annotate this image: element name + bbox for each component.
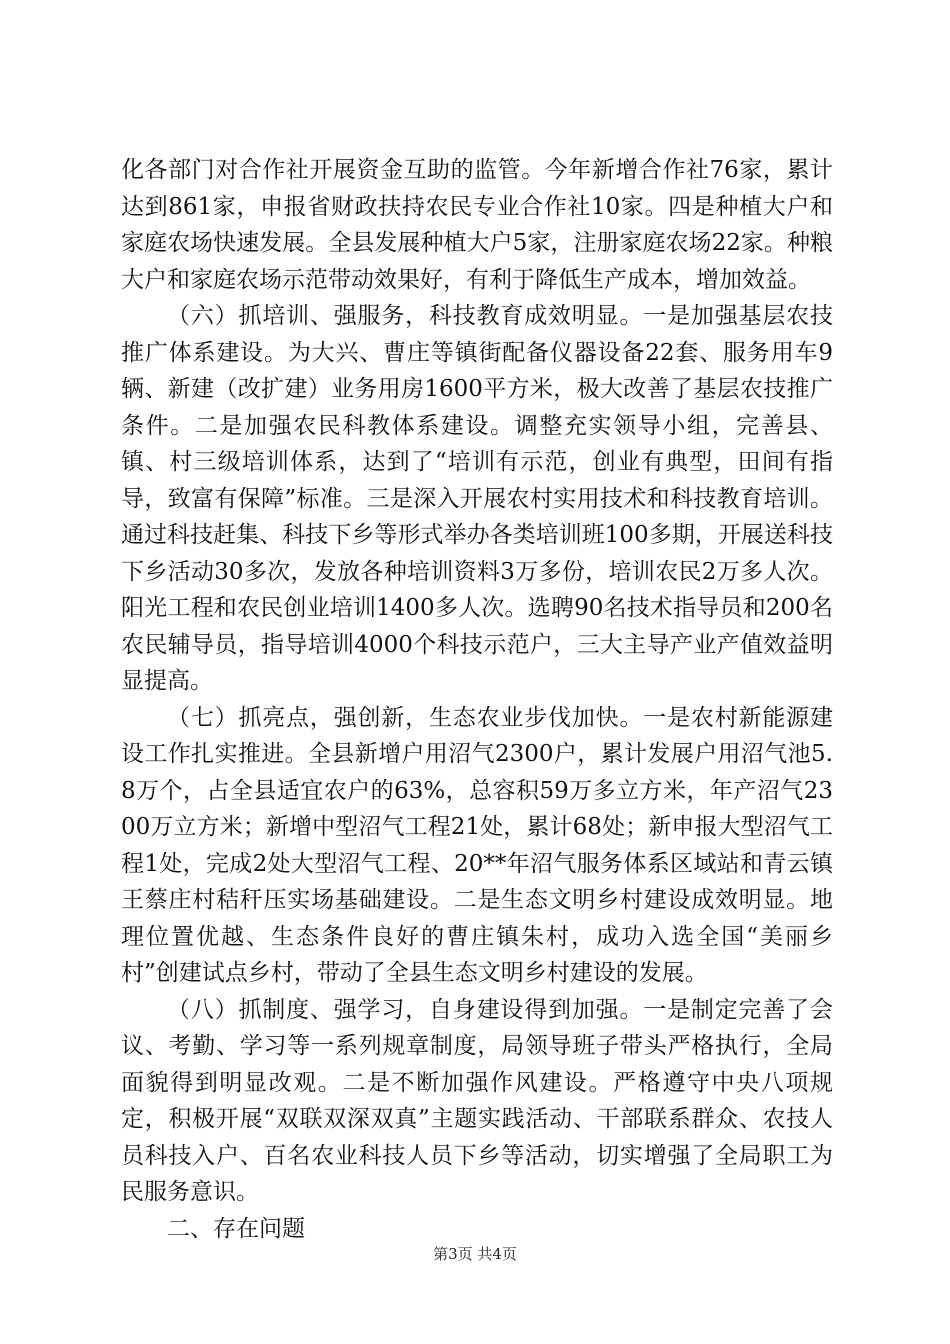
section-heading: 二、存在问题 bbox=[167, 1215, 305, 1242]
paragraph-section-8: （八）抓制度、强学习，自身建设得到加强。一是制定完善了会议、考勤、学习等一系列规章制度，局领导班子带头严格执行，全局面貌得到明显改观。二是不断加强作风建设。严格遵守中央八项规定，积极开展“双联双深双真”主题实践活动、干部联系群众、农技人员科技入户、百名农业科技人员下乡等活动，切实增强了全局职工为民服务意识。 bbox=[121, 996, 833, 1205]
page-footer: 第3页 共4页 bbox=[433, 1245, 517, 1263]
paragraph-continued: 化各部门对合作社开展资金互助的监管。今年新增合作社76家，累计达到861家，申报省财政扶持农民专业合作社10家。四是种植大户和家庭农场快速发展。全县发展种植大户5家，注册家庭农场22家。种粮大户和家庭农场示范带动效果好，有利于降低生产成本，增加效益。 bbox=[121, 157, 833, 293]
document-body bbox=[121, 152, 833, 1247]
paragraph-section-7: （七）抓亮点，强创新，生态农业步伐加快。一是农村新能源建设工作扎实推进。全县新增户用沼气2300户，累计发展户用沼气池5.8万个，占全县适宜农户的63%，总容积59万多立方米，年产沼气2300万立方米；新增中型沼气工程21处，累计68处；新申报大型沼气工程1处，完成2处大型沼气工程、20**年沼气服务体系区域站和青云镇王蔡庄村秸秆压实场基础建设。二是生态文明乡村建设成效明显。地理位置优越、生态条件良好的曹庄镇朱村，成功入选全国“美丽乡村”创建试点乡村，带动了全县生态文明乡村建设的发展。 bbox=[121, 704, 833, 986]
paragraph-section-6: （六）抓培训、强服务，科技教育成效明显。一是加强基层农技推广体系建设。为大兴、曹庄等镇街配备仪器设备22套、服务用车9辆、新建（改扩建）业务用房1600平方米，极大改善了基层农技推广条件。二是加强农民科教体系建设。调整充实领导小组，完善县、镇、村三级培训体系，达到了“培训有示范，创业有典型，田间有指导，致富有保障”标准。三是深入开展农村实用技术和科技教育培训。通过科技赶集、科技下乡等形式举办各类培训班100多期，开展送科技下乡活动30多次，发放各种培训资料3万多份，培训农民2万多人次。阳光工程和农民创业培训1400多人次。选聘90名技术指导员和200名农民辅导员，指导培训4000个科技示范户，三大主导产业产值效益明显提高。 bbox=[121, 303, 833, 694]
